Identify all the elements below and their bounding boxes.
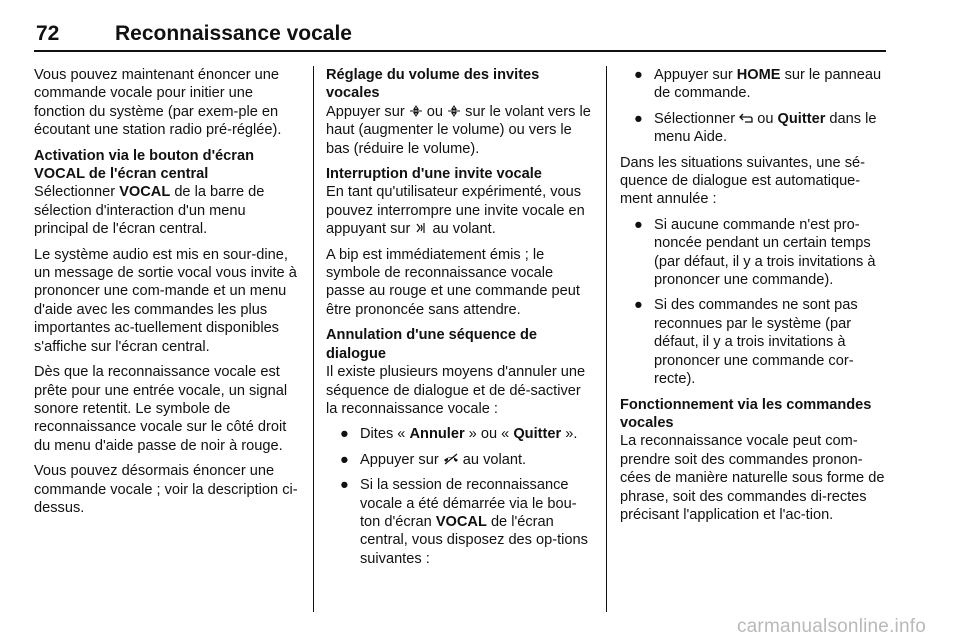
situations-list [620, 216, 888, 389]
vocal-options-list [620, 66, 888, 147]
audio-mute-paragraph: Le système audio est mis en sour-dine, un message de sortie vocal vous invite à prononcer une com-mande et un menu d'aide avec les commandes les plus importantes ac-tuellement disponibles s'affiche sur l'écran central. [34, 246, 297, 355]
cancel-heading: Annulation d'une séquence de dialogue [326, 327, 538, 362]
cancel-options-list [326, 425, 594, 568]
cancel-paragraph: Il existe plusieurs moyens d'annuler une séquence de dialogue et de dé-sactiver la reconnaissance vocale : [326, 364, 586, 417]
header-rule [34, 50, 886, 52]
column-1 [34, 66, 302, 524]
hang-up-icon [443, 453, 459, 465]
thumbwheel-icon [409, 105, 423, 117]
page-title: Reconnaissance vocale [115, 22, 352, 45]
situations-paragraph: Dans les situations suivantes, une sé-quence de dialogue est automatique-ment annulée : [620, 154, 865, 208]
bip-paragraph: A bip est immédiatement émis ; le symbole de reconnaissance vocale passe au rouge et une commande peut être prononcée sans attendre. [326, 246, 580, 318]
watermark: carmanualsonline.info [736, 616, 926, 637]
list-item: ● Si aucune commande n'est pro-noncée pendant un certain temps (par défaut, il y a trois invitations à prononcer une commande). [634, 216, 876, 289]
column-3 [620, 66, 888, 531]
list-item: ● Si des commandes ne sont pas reconnues par le système (par défaut, il y a trois invitations à prononcer une commande cor-recte). [634, 297, 858, 388]
ready-paragraph: Dès que la reconnaissance vocale est prête pour une entrée vocale, un signal sonore retentit. Le symbole de reconnaissance vocale sur le côté droit du menu d'aide passe de noir à rouge. [34, 364, 288, 454]
column-divider-right [606, 66, 607, 612]
activation-paragraph: Sélectionner VOCAL de la barre de sélection d'interaction d'un menu principal de l'écran central. [34, 184, 265, 238]
page-number: 72 [36, 22, 60, 45]
column-divider-left [313, 66, 314, 612]
list-item: ● Sélectionner ou Quitter dans le menu Aide. [634, 110, 877, 146]
list-item: ● Si la session de reconnaissance vocale a été démarrée via le bou-ton d'écran VOCAL de l'écran central, vous disposez des op-tions suivantes : [340, 477, 588, 567]
operation-paragraph: La reconnaissance vocale peut com-prendre soit des commandes pronon-cées de manière naturelle sous forme de phrase, soit des commandes di-rectes précisant l'application et l'ac-tion. [620, 433, 885, 523]
interrupt-paragraph: En tant qu'utilisateur expérimenté, vous pouvez interrompre une invite vocale en appuyant sur au volant. [326, 184, 585, 238]
intro-paragraph: Vous pouvez maintenant énoncer une commande vocale pour initier une fonction du système (par exem-ple en écoutant une station radio pré-réglée). [34, 67, 282, 139]
vocal-term: VOCAL [119, 184, 171, 201]
voice-icon [414, 222, 428, 234]
volume-heading: Réglage du volume des invites vocales [326, 67, 540, 102]
list-item: ● Appuyer sur au volant. [340, 451, 527, 468]
column-2 [326, 66, 594, 575]
list-item: ● Appuyer sur HOME sur le panneau de commande. [634, 67, 882, 102]
list-item: ● Dites « Annuler » ou « Quitter ». [340, 426, 578, 443]
activation-heading: Activation via le bouton d'écran VOCAL de l'écran central [34, 147, 254, 183]
back-arrow-icon [739, 112, 753, 124]
interrupt-heading: Interruption d'une invite vocale [326, 166, 542, 183]
volume-paragraph: Appuyer sur ou sur le volant vers le haut (augmenter le volume) ou vers le bas (réduire le volume). [326, 103, 591, 157]
thumbwheel-icon [447, 105, 461, 117]
command-paragraph: Vous pouvez désormais énoncer une commande vocale ; voir la description ci-dessus. [34, 463, 298, 516]
operation-heading: Fonctionnement via les commandes vocales [620, 396, 872, 431]
